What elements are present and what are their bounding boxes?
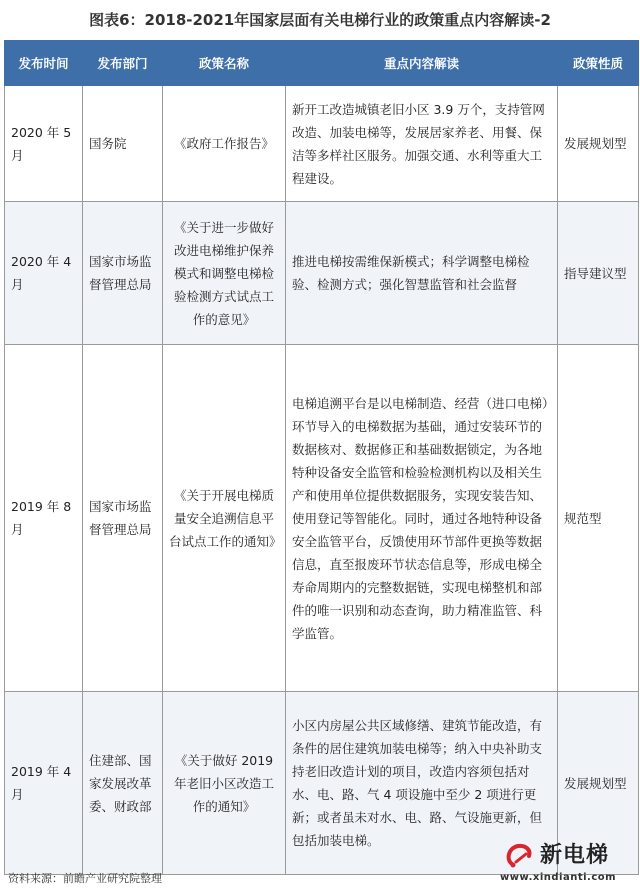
header-date: 发布时间 bbox=[5, 41, 83, 86]
cell-content: 小区内房屋公共区域修缮、建筑节能改造，有条件的居住建筑加装电梯等；纳入中央补助支持老旧改造计划的项目，改造内容须包括对水、电、路、气 4 项设施中至少 2 项进行更新；或者虽未对水、电、路、气设施更新，但包括加装电梯。 bbox=[286, 692, 558, 875]
cell-date: 2020 年 4 月 bbox=[5, 202, 83, 345]
cell-policy-name: 《关于进一步做好改进电梯维护保养模式和调整电梯检验检测方式试点工作的意见》 bbox=[163, 202, 286, 345]
cell-date: 2019 年 4 月 bbox=[5, 692, 83, 875]
table-row bbox=[5, 202, 639, 345]
header-name: 政策名称 bbox=[163, 41, 286, 86]
cell-content: 推进电梯按需维保新模式；科学调整电梯检验、检测方式；强化智慧监管和社会监督 bbox=[286, 202, 558, 345]
cell-dept: 国家市场监督管理总局 bbox=[83, 345, 163, 692]
cell-dept: 住建部、国家发展改革委、财政部 bbox=[83, 692, 163, 875]
table-header-row bbox=[5, 41, 639, 86]
logo-text: 新电梯 bbox=[540, 843, 610, 868]
cell-content: 电梯追溯平台是以电梯制造、经营（进口电梯）环节导入的电梯数据为基础，通过安装环节的数据核对、数据修正和基础数据锁定，为各地特种设备安全监管和检验检测机构以及相关生产和使用单位提供数据服务，实现安装告知、使用登记等智能化。同时，通过各地特种设备安全监管平台，反馈使用环节部件更换等数据信息，直至报废环节状态信息等，形成电梯全寿命周期内的完整数据链，实现电梯整机和部件的唯一识别和动态查询，助力精准监管、科学监管。 bbox=[286, 345, 558, 692]
table-row bbox=[5, 86, 639, 202]
cell-date: 2020 年 5 月 bbox=[5, 86, 83, 202]
cell-policy-name: 《政府工作报告》 bbox=[163, 86, 286, 202]
cell-dept: 国家市场监督管理总局 bbox=[83, 202, 163, 345]
policy-table bbox=[4, 40, 639, 875]
cell-type: 规范型 bbox=[558, 345, 639, 692]
cell-policy-name: 《关于开展电梯质量安全追溯信息平台试点工作的通知》 bbox=[163, 345, 286, 692]
cell-policy-name: 《关于做好 2019 年老旧小区改造工作的通知》 bbox=[163, 692, 286, 875]
cell-content: 新开工改造城镇老旧小区 3.9 万个，支持管网改造、加装电梯等，发展居家养老、用餐、保洁等多样社区服务。加强交通、水利等重大工程建设。 bbox=[286, 86, 558, 202]
cell-type: 指导建议型 bbox=[558, 202, 639, 345]
header-type: 政策性质 bbox=[558, 41, 639, 86]
cell-type: 发展规划型 bbox=[558, 692, 639, 875]
page-title: 图表6：2018-2021年国家层面有关电梯行业的政策重点内容解读-2 bbox=[89, 11, 551, 29]
header-dept: 发布部门 bbox=[83, 41, 163, 86]
logo-url: www.xindianti.com bbox=[500, 872, 617, 883]
header-content: 重点内容解读 bbox=[286, 41, 558, 86]
cell-type: 发展规划型 bbox=[558, 86, 639, 202]
cell-date: 2019 年 8 月 bbox=[5, 345, 83, 692]
table-row bbox=[5, 345, 639, 692]
cell-dept: 国务院 bbox=[83, 86, 163, 202]
source-note: 资料来源：前瞻产业研究院整理 bbox=[8, 872, 162, 885]
brand-logo bbox=[498, 838, 638, 893]
elevator-logo-icon bbox=[504, 840, 534, 870]
